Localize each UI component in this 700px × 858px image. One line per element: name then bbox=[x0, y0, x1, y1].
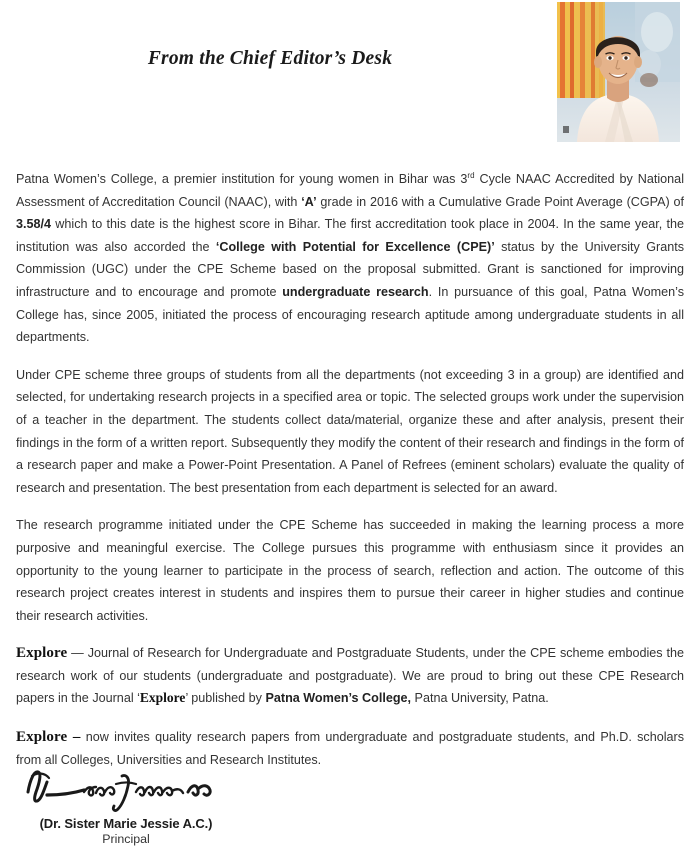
paragraph-3: The research programme initiated under the CPE Scheme has succeeded in making the learning process a more purposive and meaningful exercise. The College pursues this programme with enthusiasm since it provides an opportunity to the young learner to participate in the process of search, reflection and action. The outcome of this research project creates interest in students and inspires them to pursue their career in higher studies and continue their research activities. bbox=[16, 518, 684, 623]
p1-seg4: which to this date is the highest score in Bihar. The first accreditation took place in 2004. In the same year, the institution was also accorded the bbox=[16, 217, 684, 254]
principal-portrait-photo bbox=[557, 2, 680, 142]
document-header bbox=[0, 0, 700, 150]
p1-grade-a: ‘A’ bbox=[301, 194, 317, 209]
page-title: From the Chief Editor’s Desk bbox=[147, 48, 393, 69]
p4-seg1: — Journal of Research for Undergraduate and Postgraduate Students, under the CPE scheme embodies the research work of our students (undergraduate and postgraduate). We are proud to bring out these CPE Research papers in the Journal ‘ bbox=[16, 646, 684, 706]
handwritten-signature bbox=[18, 762, 316, 814]
p1-seg6: . In pursuance of this goal, Patna Women’s College has, since 2005, initiated the process of encouraging research aptitude among undergraduate students in all departments. bbox=[16, 284, 685, 345]
signatory-role: Principal bbox=[102, 832, 150, 846]
paragraph-2: Under CPE scheme three groups of students from all the departments (not exceeding 3 in a group) are identified and selected, for undertaking research projects in a specified area or topic. The selected groups work under the supervision of a teacher in the department. The students collect data/material, organize these and after analysis, present their findings in the form of a written report. Subsequently they modify the content of their research and findings in the form of a research paper and make a Power-Point Presentation. A Panel of Refrees (eminent scholars) evaluate the quality of research and presentation. The best presentation from each department is selected for an award. bbox=[16, 367, 684, 495]
p1-seg1: Patna Women’s College, a premier institution for young women in Bihar was 3 bbox=[16, 172, 468, 186]
signatory-name: (Dr. Sister Marie Jessie A.C.) bbox=[39, 816, 213, 831]
paragraph-1 bbox=[16, 168, 684, 349]
p1-cgpa-value: 3.58/4 bbox=[16, 217, 52, 232]
explore-journal-name-inline: Explore bbox=[139, 690, 186, 706]
p4-seg3: Patna University, Patna. bbox=[411, 691, 549, 706]
p1-ordinal-suffix: rd bbox=[467, 170, 475, 180]
p5-seg1: now invites quality research papers from undergraduate and postgraduate students, and Ph.D. scholars from all Colleges, Universities and Research Institutes. bbox=[16, 730, 684, 767]
editorial-body bbox=[16, 168, 684, 771]
p4-college-name: Patna Women’s College, bbox=[265, 691, 412, 706]
p1-undergraduate-research: undergraduate research bbox=[282, 284, 429, 299]
signature-strokes bbox=[18, 762, 218, 814]
signature-block bbox=[16, 762, 316, 846]
explore-journal-name: Explore bbox=[16, 645, 68, 662]
p1-cpe-status: ‘College with Potential for Excellence (CPE)’ bbox=[215, 239, 495, 254]
paragraph-4-explore-journal bbox=[16, 642, 684, 710]
p4-seg2: ’ published by bbox=[185, 691, 266, 706]
portrait-image bbox=[557, 2, 680, 142]
p1-seg3: grade in 2016 with a Cumulative Grade Point Average (CGPA) of bbox=[316, 194, 684, 209]
p1-seg5: status by the University Grants Commission (UGC) under the CPE Scheme based on the proposal submitted. Grant is sanctioned for improving infrastructure and to encourage and promote bbox=[16, 239, 685, 299]
p1-seg2: Cycle NAAC Accredited by National Assessment of Accreditation Council (NAAC), with bbox=[16, 172, 684, 209]
explore-journal-name-cfp: Explore – bbox=[16, 729, 81, 746]
